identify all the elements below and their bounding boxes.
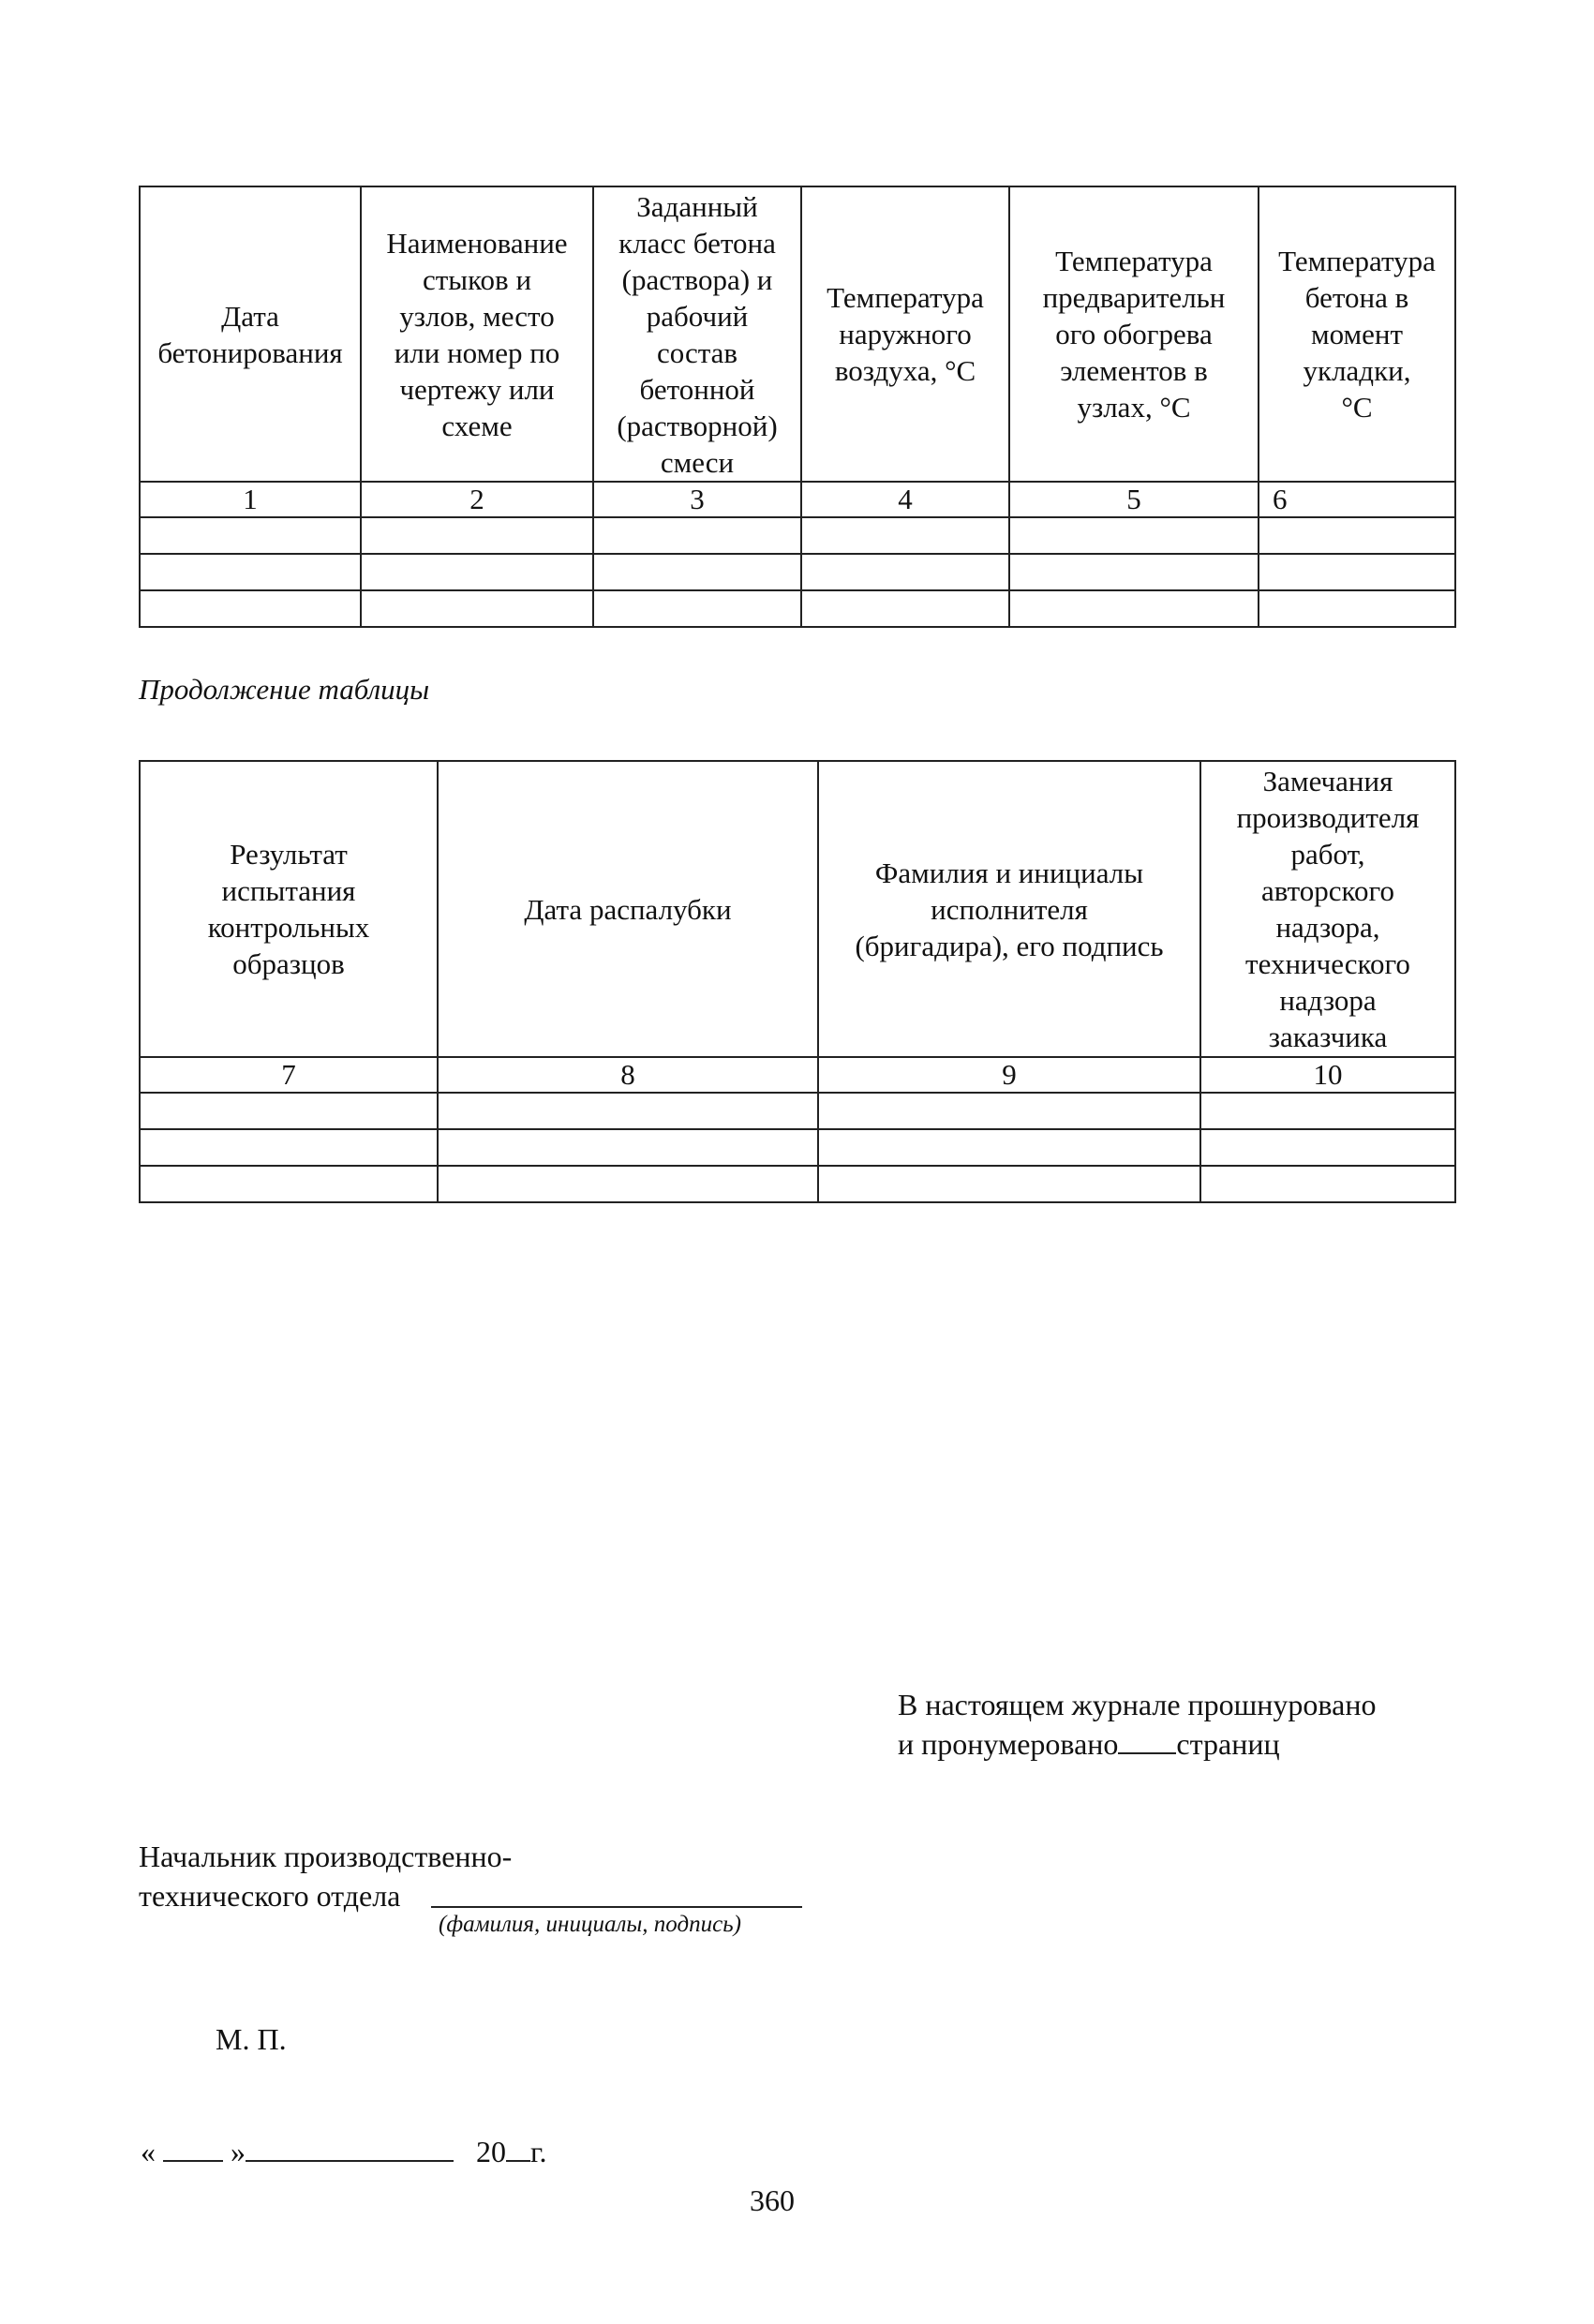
table-row	[140, 517, 1455, 554]
column-number: 6	[1259, 482, 1455, 517]
table-cell[interactable]	[818, 1166, 1200, 1202]
table-cell[interactable]	[818, 1093, 1200, 1129]
date-line	[141, 2135, 547, 2169]
column-number-row	[140, 482, 1455, 517]
header-joint-name: Наименование стыков и узлов, место или номер по чертежу или схеме	[361, 186, 593, 482]
table-cell[interactable]	[140, 1129, 438, 1166]
table-cell[interactable]	[1259, 517, 1455, 554]
table-cell[interactable]	[361, 590, 593, 627]
table-row	[140, 590, 1455, 627]
header-formwork-removal-date: Дата распалубки	[438, 761, 818, 1057]
table-cell[interactable]	[438, 1093, 818, 1129]
column-number: 8	[438, 1057, 818, 1093]
open-quote: «	[141, 2135, 156, 2168]
concreting-table	[139, 186, 1456, 628]
table-cell[interactable]	[593, 554, 801, 590]
column-number: 9	[818, 1057, 1200, 1093]
table-cell[interactable]	[140, 1093, 438, 1129]
table-cell[interactable]	[361, 554, 593, 590]
header-test-result: Результат испытания контрольных образцов	[140, 761, 438, 1057]
table-header-row	[140, 186, 1455, 482]
table-cell[interactable]	[801, 590, 1009, 627]
table-cell[interactable]	[140, 517, 361, 554]
journal-note-numbered: и пронумеровано	[898, 1727, 1119, 1761]
table-cell[interactable]	[1009, 517, 1259, 554]
header-concreting-date: Дата бетонирования	[140, 186, 361, 482]
table-header-row	[140, 761, 1455, 1057]
head-title-line2: технического отдела	[139, 1879, 401, 1913]
table-row	[140, 1166, 1455, 1202]
header-outdoor-temperature: Температура наружного воздуха, °С	[801, 186, 1009, 482]
header-remarks: Замечания производителя работ, авторского надзора, технического надзора заказчика	[1200, 761, 1455, 1057]
header-concrete-class: Заданный класс бетона (раствора) и рабочий состав бетонной (растворной) смеси	[593, 186, 801, 482]
continuation-label: Продолжение таблицы	[139, 673, 430, 706]
journal-note-line2	[898, 1724, 1376, 1764]
close-quote: »	[231, 2135, 246, 2168]
signature-caption: (фамилия, инициалы, подпись)	[439, 1912, 741, 1937]
signature-field[interactable]	[431, 1906, 802, 1908]
page-number: 360	[750, 2183, 795, 2217]
journal-note	[898, 1685, 1376, 1764]
year-suffix: г.	[530, 2135, 547, 2168]
table-cell[interactable]	[361, 517, 593, 554]
table-cell[interactable]	[1259, 554, 1455, 590]
column-number: 1	[140, 482, 361, 517]
column-number: 3	[593, 482, 801, 517]
year-field[interactable]	[506, 2136, 530, 2162]
table-cell[interactable]	[438, 1129, 818, 1166]
header-performer-name: Фамилия и инициалы исполнителя (бригадира), его подпись	[818, 761, 1200, 1057]
column-number: 2	[361, 482, 593, 517]
journal-note-pages: страниц	[1176, 1727, 1280, 1761]
table-row	[140, 1129, 1455, 1166]
table-cell[interactable]	[1009, 554, 1259, 590]
journal-note-line1: В настоящем журнале прошнуровано	[898, 1688, 1377, 1721]
table-cell[interactable]	[1200, 1093, 1455, 1129]
table-row	[140, 1093, 1455, 1129]
column-number: 5	[1009, 482, 1259, 517]
head-of-department	[139, 1837, 512, 1915]
column-number: 10	[1200, 1057, 1455, 1093]
header-concrete-temperature: Температура бетона в момент укладки, °С	[1259, 186, 1455, 482]
month-field[interactable]	[246, 2136, 454, 2162]
column-number-row	[140, 1057, 1455, 1093]
continuation-table	[139, 760, 1456, 1203]
header-preheat-temperature: Температура предварительн ого обогрева элементов в узлах, °С	[1009, 186, 1259, 482]
table-cell[interactable]	[140, 1166, 438, 1202]
day-field[interactable]	[163, 2136, 223, 2162]
table-cell[interactable]	[140, 554, 361, 590]
table-cell[interactable]	[593, 590, 801, 627]
table-cell[interactable]	[801, 554, 1009, 590]
table-cell[interactable]	[593, 517, 801, 554]
table-cell[interactable]	[1200, 1166, 1455, 1202]
table-cell[interactable]	[1200, 1129, 1455, 1166]
table-cell[interactable]	[1009, 590, 1259, 627]
table-cell[interactable]	[818, 1129, 1200, 1166]
table-cell[interactable]	[801, 517, 1009, 554]
stamp-label: М. П.	[216, 2022, 287, 2056]
head-title-line1: Начальник производственно-	[139, 1840, 513, 1873]
table-cell[interactable]	[140, 590, 361, 627]
table-cell[interactable]	[1259, 590, 1455, 627]
column-number: 7	[140, 1057, 438, 1093]
column-number: 4	[801, 482, 1009, 517]
table-row	[140, 554, 1455, 590]
year-prefix: 20	[476, 2135, 506, 2168]
page-count-field[interactable]	[1118, 1726, 1176, 1754]
table-cell[interactable]	[438, 1166, 818, 1202]
